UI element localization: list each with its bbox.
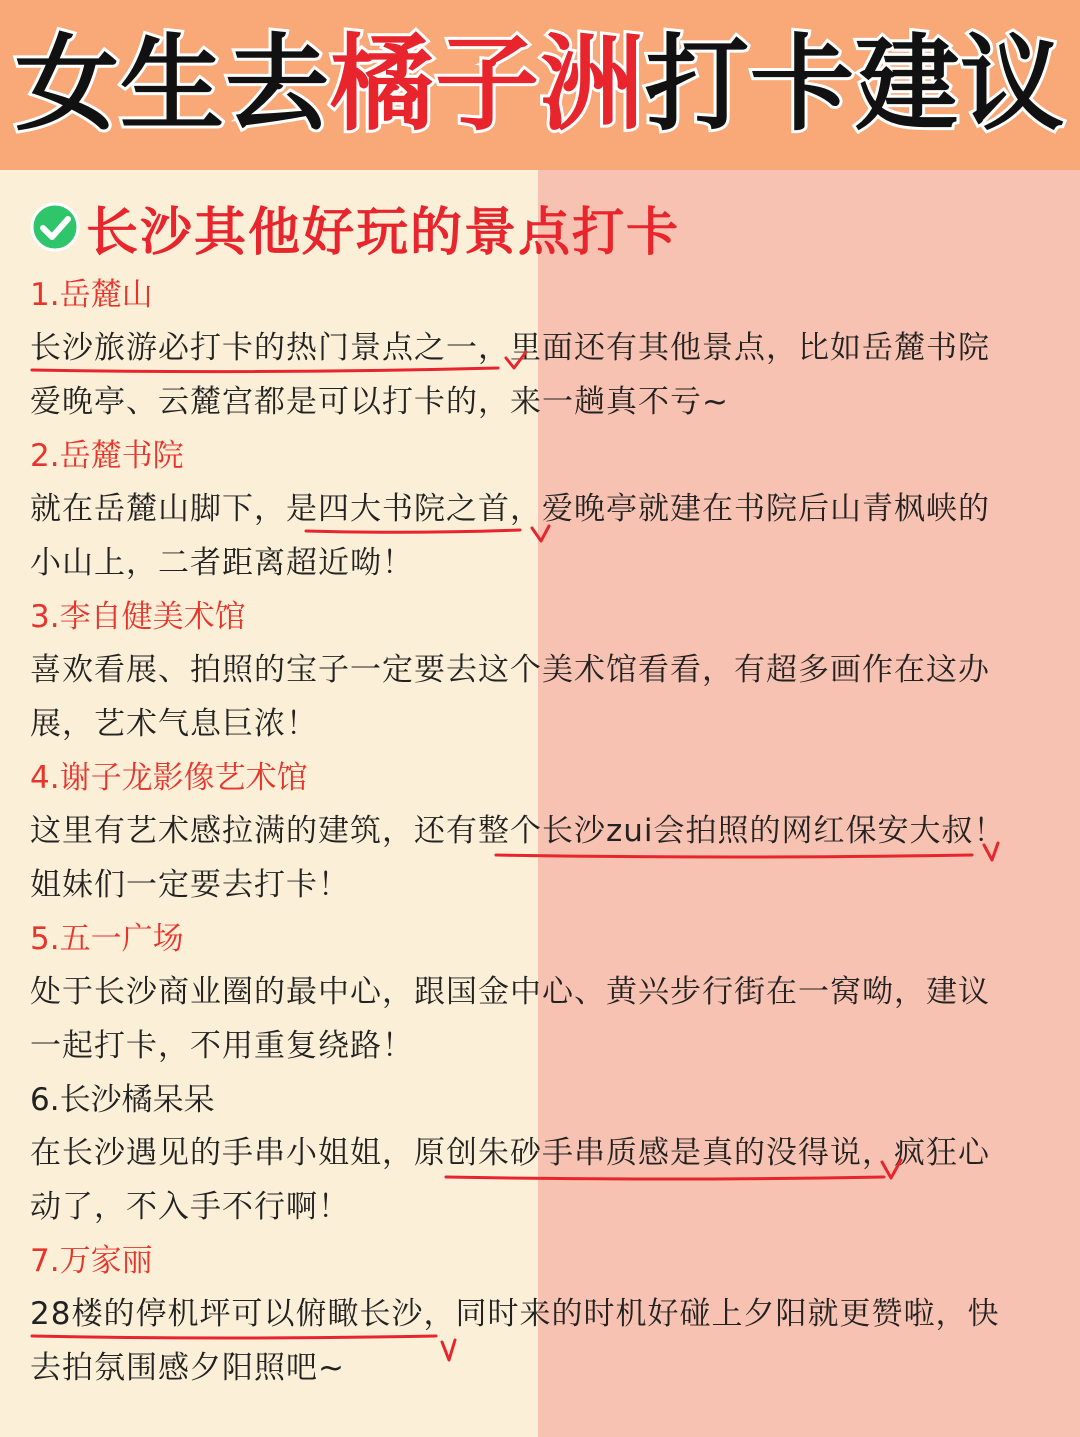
page-title <box>0 24 1080 144</box>
spot-title: 4.谢子龙影像艺术馆 <box>30 760 308 796</box>
spot-title: 6.长沙橘呆呆 <box>30 1082 215 1118</box>
spot-description-line: 28楼的停机坪可以俯瞰长沙，同时来的时机好碰上夕阳就更赞啦，快 <box>30 1296 1000 1332</box>
spot-title: 3.李自健美术馆 <box>30 599 246 635</box>
spot-item <box>30 1234 1040 1395</box>
title-part1: 女生去 <box>14 23 330 145</box>
spot-description-line: 这里有艺术感拉满的建筑，还有整个长沙zui会拍照的网红保安大叔！ <box>30 813 1006 849</box>
spot-description-line: 喜欢看展、拍照的宝子一定要去这个美术馆看看，有超多画作在这办 <box>30 652 990 688</box>
header-banner <box>0 0 1080 170</box>
spot-description-line: 展，艺术气息巨浓！ <box>30 705 318 742</box>
spot-description-line: 动了，不入手不行啊！ <box>30 1188 350 1225</box>
title-part2: 打卡建议 <box>645 23 1066 145</box>
spot-list <box>30 268 1040 1395</box>
spot-description-line: 处于长沙商业圈的最中心，跟国金中心、黄兴步行街在一窝呦，建议 <box>30 974 990 1010</box>
section-title: 长沙其他好玩的景点打卡 <box>86 202 681 263</box>
spot-description-line: 小山上，二者距离超近呦！ <box>30 544 414 581</box>
spot-title: 5.五一广场 <box>30 921 184 957</box>
spot-item <box>30 1073 1040 1234</box>
spot-item <box>30 429 1040 590</box>
spot-description-line: 就在岳麓山脚下，是四大书院之首，爱晚亭就建在书院后山青枫峡的 <box>30 491 990 527</box>
section-heading <box>30 196 681 263</box>
spot-description-line: 在长沙遇见的手串小姐姐，原创朱砂手串质感是真的没得说，疯狂心 <box>30 1135 990 1171</box>
spot-item <box>30 268 1040 429</box>
spot-description-line: 姐妹们一定要去打卡！ <box>30 866 350 903</box>
spot-item <box>30 590 1040 751</box>
spot-description-line: 爱晚亭、云麓宫都是可以打卡的，来一趟真不亏~ <box>30 383 729 420</box>
spot-title: 1.岳麓山 <box>30 277 153 313</box>
title-highlight: 橘子洲 <box>329 23 645 145</box>
spot-description-line: 一起打卡，不用重复绕路！ <box>30 1027 414 1064</box>
spot-description-line: 去拍氛围感夕阳照吧~ <box>30 1349 345 1386</box>
spot-title: 7.万家丽 <box>30 1243 153 1279</box>
spot-title: 2.岳麓书院 <box>30 438 184 474</box>
spot-description-line: 长沙旅游必打卡的热门景点之一，里面还有其他景点，比如岳麓书院 <box>30 330 990 366</box>
spot-item <box>30 912 1040 1073</box>
check-circle-icon <box>30 202 80 252</box>
spot-item <box>30 751 1040 912</box>
